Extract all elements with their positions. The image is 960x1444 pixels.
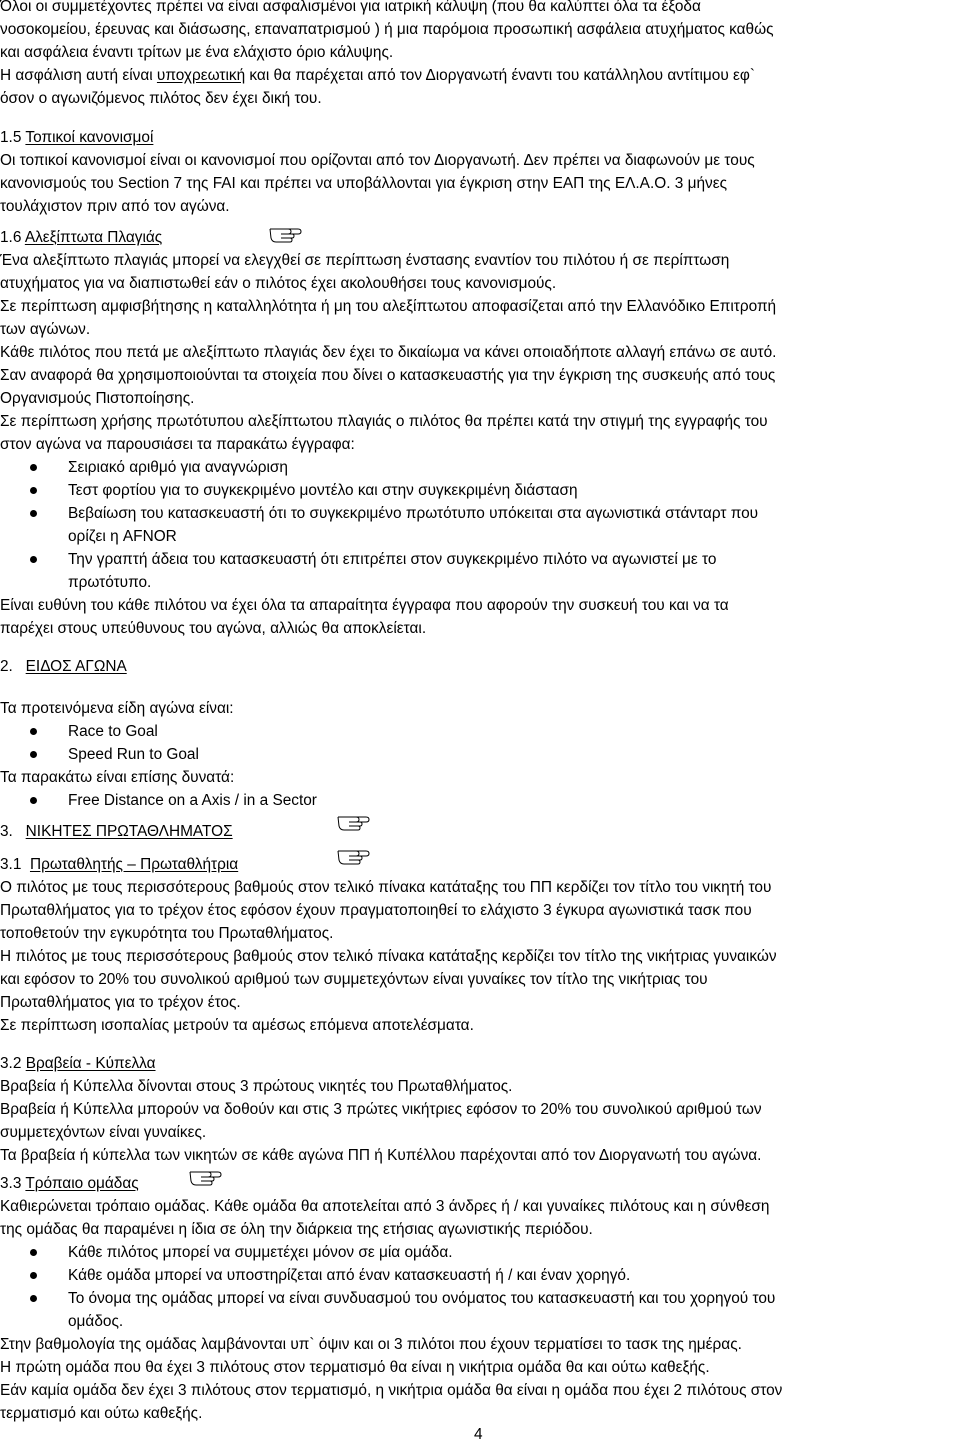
section-title: Αλεξίπτωτα Πλαγιάς <box>24 229 163 246</box>
bullet-dot <box>30 1249 37 1256</box>
paragraph-line: της ομάδας θα παραμένει η ίδια σε όλη την διάρκεια της ετήσιας αγωνιστικής περιόδου. <box>0 1221 593 1238</box>
paragraph-line: Εάν καμία ομάδα δεν έχει 3 πιλότους στον τερματισμό, η νικήτρια ομάδα θα είναι η ομάδα που έχει 2 πιλότους στον <box>0 1382 783 1399</box>
paragraph-line: στον αγώνα να παρουσιάσει τα παρακάτω έγγραφα: <box>0 436 355 453</box>
paragraph-line: Σε περίπτωση ισοπαλίας μετρούν τα αμέσως επόμενα αποτελέσματα. <box>0 1017 474 1034</box>
pointing-hand-icon <box>336 845 370 865</box>
section-3-1-heading <box>0 853 238 876</box>
pointing-hand-icon <box>188 1166 222 1186</box>
section-number: 3.1 <box>0 856 22 873</box>
section-3-heading <box>0 820 233 843</box>
paragraph-line: Τα προτεινόμενα είδη αγώνα είναι: <box>0 700 234 717</box>
section-title: Τρόπαιο ομάδας <box>25 1175 139 1192</box>
insurance-text-a: Η ασφάλιση αυτή είναι <box>0 67 157 84</box>
bullet-dot <box>30 487 37 494</box>
paragraph-line: Τα βραβεία ή κύπελλα των νικητών σε κάθε αγώνα ΠΠ ή Κυπέλλου παρέχονται από τον Διοργανωτή του αγώνα. <box>0 1147 762 1164</box>
bullet-dot <box>30 728 37 735</box>
section-3-3-heading <box>0 1172 139 1195</box>
paragraph-line: παρέχει στους υπεύθυνους του αγώνα, αλλιώς θα αποκλείεται. <box>0 620 427 637</box>
list-item: Speed Run to Goal <box>68 746 199 763</box>
paragraph-line: Πρωταθλήματος για το τρέχον έτος εφόσον έχουν πραγματοποιηθεί το ελάχιστο 3 έγκυρα αγωνιστικά τασκ που <box>0 902 752 919</box>
list-item: Την γραπτή άδεια του κατασκευαστή ότι επιτρέπει στον συγκεκριμένο πιλότο να αγωνιστεί με το <box>68 551 717 568</box>
section-number: 1.6 <box>0 229 22 246</box>
list-item-continuation: ορίζει η AFNOR <box>68 528 177 545</box>
list-item: Το όνομα της ομάδας μπορεί να είναι συνδυασμού του ονόματος του κατασκευαστή και του χορηγού του <box>68 1290 776 1307</box>
section-number: 1.5 <box>0 129 22 146</box>
section-title: Πρωταθλητής – Πρωταθλήτρια <box>29 856 239 873</box>
paragraph-line: Σαν αναφορά θα χρησιμοποιούνται τα στοιχεία που δίνει ο κατασκευαστής για την έγκριση της συσκευής από τους <box>0 367 776 384</box>
paragraph-line: Βραβεία ή Κύπελλα μπορούν να δοθούν και στις 3 πρώτες νικήτριες εφόσον το 20% του συνολικού αριθμού των <box>0 1101 762 1118</box>
bullet-dot <box>30 751 37 758</box>
intro-line-2: νοσοκομείου, έρευνας και διάσωσης, επαναπατρισμού ) ή μια παρόμοια προσωπική ασφάλεια ατυχήματος καθώς <box>0 21 774 38</box>
paragraph-line: τοποθετούν την εγκυρότητα του Πρωταθλήματος. <box>0 925 334 942</box>
paragraph-line: Σε περίπτωση χρήσης πρωτότυπου αλεξίπτωτου πλαγιάς ο πιλότος θα πρέπει κατά την στιγμή της εγγραφής του <box>0 413 768 430</box>
paragraph-line: Βραβεία ή Κύπελλα δίνονται στους 3 πρώτους νικητές του Πρωταθλήματος. <box>0 1078 513 1095</box>
paragraph-line: Οργανισμούς Πιστοποίησης. <box>0 390 195 407</box>
section-3-2-heading <box>0 1052 156 1075</box>
paragraph-line: και εφόσον το 20% του συνολικού αριθμού των συμμετεχόντων είναι γυναίκες τον τίτλο της νικήτριας του <box>0 971 708 988</box>
paragraph-line: Στην βαθμολογία της ομάδας λαμβάνονται υπ` όψιν και οι 3 πιλότοι που έχουν τερματίσει το τασκ της ημέρας. <box>0 1336 742 1353</box>
paragraph-line: Καθιερώνεται τρόπαιο ομάδας. Κάθε ομάδα θα αποτελείται από 3 άνδρες ή / και γυναίκες πιλότους και η σύνθεση <box>0 1198 770 1215</box>
paragraph-line: Η πρώτη ομάδα που θα έχει 3 πιλότους στον τερματισμό θα είναι η νικήτρια ομάδα θα και ούτω καθεξής. <box>0 1359 710 1376</box>
insurance-line-1 <box>0 64 755 87</box>
bullet-dot <box>30 556 37 563</box>
page-number: 4 <box>474 1426 483 1443</box>
bullet-dot <box>30 1295 37 1302</box>
list-item: Βεβαίωση του κατασκευαστή ότι το συγκεκριμένο πρωτότυπο υπόκειται στα αγωνιστικά στάνταρτ που <box>68 505 759 522</box>
section-title: ΝΙΚΗΤΕΣ ΠΡΩΤΑΘΛΗΜΑΤΟΣ <box>25 823 233 840</box>
list-item-continuation: πρωτότυπο. <box>68 574 152 591</box>
list-item-continuation: ομάδος. <box>68 1313 124 1330</box>
list-item: Σειριακό αριθμό για αναγνώριση <box>68 459 288 476</box>
section-1-5-heading <box>0 126 153 149</box>
intro-line-1: Όλοι οι συμμετέχοντες πρέπει να είναι ασφαλισμένοι για ιατρική κάλυψη (που θα καλύπτει όλα τα έξοδα <box>0 0 701 15</box>
paragraph-line: Ο πιλότος με τους περισσότερους βαθμούς στον τελικό πίνακα κατάταξης του ΠΠ κερδίζει τον τίτλο του νικητή του <box>0 879 772 896</box>
insurance-text-b: και θα παρέχεται από τον Διοργανωτή έναντι του κατάλληλου αντίτιμου εφ` <box>245 67 756 84</box>
section-number: 3. <box>0 823 13 840</box>
section-title: Τοπικοί κανονισμοί <box>25 129 154 146</box>
paragraph-line: Σε περίπτωση αμφισβήτησης η καταλληλότητα ή μη του αλεξίπτωτου αποφασίζεται από την Ελλανόδικο Επιτροπή <box>0 298 777 315</box>
list-item: Race to Goal <box>68 723 158 740</box>
list-item: Free Distance on a Axis / in a Sector <box>68 792 317 809</box>
insurance-mandatory: υποχρεωτική <box>156 67 246 84</box>
paragraph-line: Πρωταθλήματος για το τρέχον έτος. <box>0 994 241 1011</box>
paragraph-line: κανονισμούς του Section 7 της FAI και πρέπει να υποβάλλονται για έγκριση στην ΕΑΠ της ΕΛ.Α.Ο. 3 μήνες <box>0 175 727 192</box>
paragraph-line: τερματισμό και ούτω καθεξής. <box>0 1405 203 1422</box>
section-title: ΕΙΔΟΣ ΑΓΩΝΑ <box>25 658 127 675</box>
bullet-dot <box>30 797 37 804</box>
section-title: Βραβεία - Κύπελλα <box>25 1055 156 1072</box>
insurance-line-2: όσον ο αγωνιζόμενος πιλότος δεν έχει δική του. <box>0 90 322 107</box>
pointing-hand-icon <box>336 811 370 831</box>
list-item: Κάθε πιλότος μπορεί να συμμετέχει μόνον σε μία ομάδα. <box>68 1244 453 1261</box>
paragraph-line: των αγώνων. <box>0 321 91 338</box>
intro-line-3: και ασφάλεια έναντι τρίτων με ένα ελάχιστο όριο κάλυψης. <box>0 44 394 61</box>
section-2-heading <box>0 655 127 678</box>
paragraph-line: τουλάχιστον πριν από τον αγώνα. <box>0 198 230 215</box>
paragraph-line: Κάθε πιλότος που πετά με αλεξίπτωτο πλαγιάς δεν έχει το δικαίωμα να κάνει οποιαδήποτε αλλαγή επάνω σε αυτό. <box>0 344 777 361</box>
paragraph-line: Ένα αλεξίπτωτο πλαγιάς μπορεί να ελεγχθεί σε περίπτωση ένστασης εναντίον του πιλότου ή σε περίπτωση <box>0 252 730 269</box>
bullet-dot <box>30 1272 37 1279</box>
paragraph-line: Η πιλότος με τους περισσότερους βαθμούς στον τελικό πίνακα κατάταξης κερδίζει τον τίτλο της νικήτριας γυναικών <box>0 948 777 965</box>
paragraph-line: συμμετεχόντων είναι γυναίκες. <box>0 1124 207 1141</box>
paragraph-line: Είναι ευθύνη του κάθε πιλότου να έχει όλα τα απαραίτητα έγγραφα που αφορούν την συσκευή του και να τα <box>0 597 729 614</box>
paragraph-line: ατυχήματος για να διαπιστωθεί εάν ο πιλότος έχει ακολουθήσει τους κανονισμούς. <box>0 275 557 292</box>
bullet-dot <box>30 464 37 471</box>
paragraph-line: Οι τοπικοί κανονισμοί είναι οι κανονισμοί που ορίζονται από τον Διοργανωτή. Δεν πρέπει να διαφωνούν με τους <box>0 152 755 169</box>
paragraph-line: Τα παρακάτω είναι επίσης δυνατά: <box>0 769 235 786</box>
section-number: 2. <box>0 658 13 675</box>
section-number: 3.3 <box>0 1175 22 1192</box>
bullet-dot <box>30 510 37 517</box>
section-number: 3.2 <box>0 1055 22 1072</box>
list-item: Τεστ φορτίου για το συγκεκριμένο μοντέλο και στην συγκεκριμένη διάσταση <box>68 482 578 499</box>
section-1-6-heading <box>0 226 162 249</box>
pointing-hand-icon <box>268 223 302 243</box>
list-item: Κάθε ομάδα μπορεί να υποστηρίζεται από έναν κατασκευαστή ή / και έναν χορηγό. <box>68 1267 631 1284</box>
